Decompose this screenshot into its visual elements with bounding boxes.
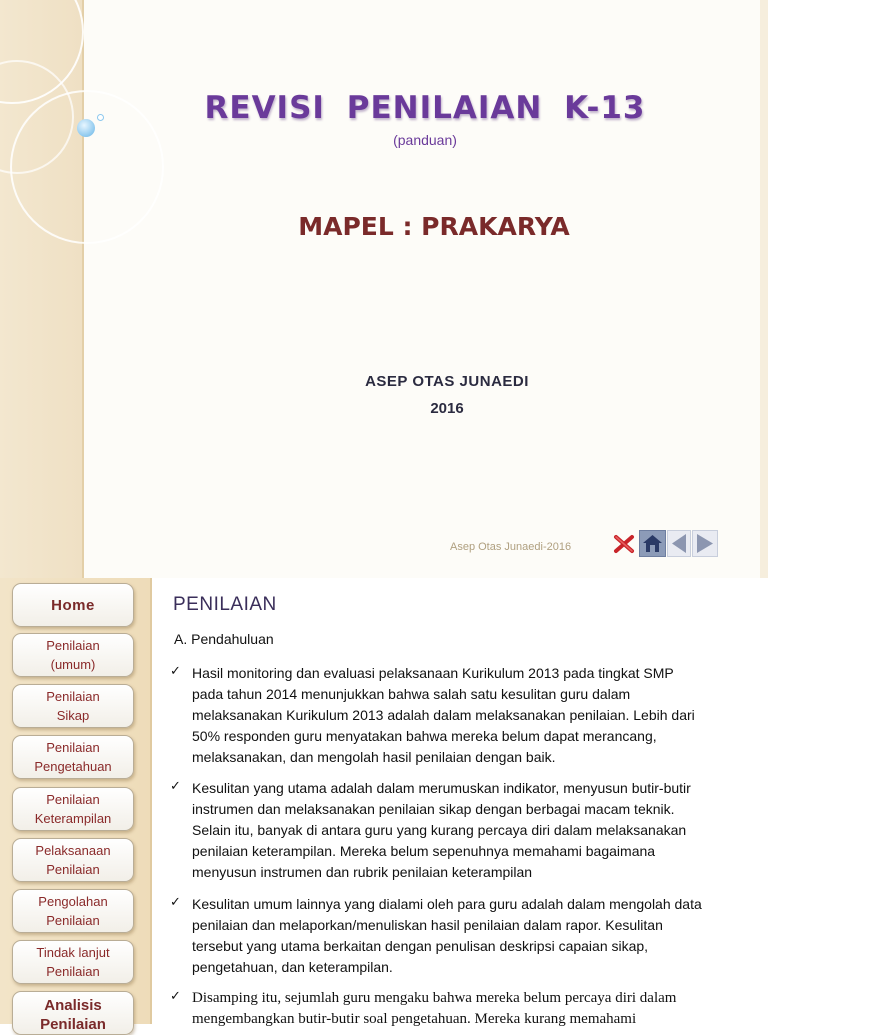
bullet-line: Selain itu, banyak di antara guru yang kurang percaya diri dalam melaksanakan: [192, 822, 687, 838]
bullet-line: mengembangkan butir-butir soal pengetahuan. Mereka kurang memahami: [192, 1011, 637, 1027]
menu-home-button[interactable]: [12, 583, 134, 627]
menu-label-line1: Penilaian: [46, 792, 100, 807]
check-icon: ✓: [170, 663, 181, 678]
menu-label-line2: Sikap: [56, 708, 90, 723]
bullet-line: penilaian keterampilan. Mereka belum sepenuhnya memahami bagaimana: [192, 843, 656, 859]
menu-penilaian-keterampilan-button[interactable]: [12, 787, 134, 831]
previous-slide-button[interactable]: [667, 530, 691, 557]
bullet-line: pada tahun 2014 menunjukkan bahwa salah satu kesulitan guru dalam: [192, 686, 631, 702]
home-button[interactable]: [639, 530, 666, 557]
content-slide: [0, 578, 768, 1033]
subsection-heading: A. Pendahuluan: [174, 631, 274, 647]
prev-arrow-icon: [668, 531, 690, 556]
menu-label-line1: Analisis: [44, 997, 102, 1014]
sidebar-divider: [82, 0, 84, 578]
menu-penilaian-pengetahuan-button[interactable]: [12, 735, 134, 779]
bullet-line: instrumen dan melaksanakan penilaian sikap dengan berbagai macam teknik.: [192, 801, 675, 817]
author-name: ASEP OTAS JUNAEDI: [365, 373, 529, 390]
bullet-line: Kesulitan umum lainnya yang dialami oleh para guru adalah dalam mengolah data: [192, 896, 702, 912]
menu-label: Home: [51, 596, 95, 614]
bullet-line: Hasil monitoring dan evaluasi pelaksanaan Kurikulum 2013 pada tingkat SMP: [192, 665, 674, 681]
slide-footer: Asep Otas Junaedi-2016: [450, 541, 572, 553]
close-icon: [611, 530, 637, 557]
presentation-year: 2016: [430, 400, 464, 417]
menu-label-line1: Tindak lanjut: [36, 945, 110, 960]
menu-label-line2: Penilaian: [46, 862, 100, 877]
home-icon: [640, 531, 665, 556]
bullet-line: Disamping itu, sejumlah guru mengaku bahwa mereka belum percaya diri dalam: [192, 990, 677, 1006]
menu-tindak-lanjut-button[interactable]: [12, 940, 134, 984]
check-icon: ✓: [170, 988, 181, 1003]
menu-pengolahan-penilaian-button[interactable]: [12, 889, 134, 933]
slide-edge: [760, 0, 768, 578]
menu-label-line1: Pengolahan: [38, 894, 108, 909]
bullet-line: Kesulitan yang utama adalah dalam merumuskan indikator, menyusun butir-butir: [192, 780, 691, 796]
menu-label-line2: Keterampilan: [34, 811, 112, 826]
menu-label-line1: Penilaian: [46, 740, 100, 755]
sidebar-divider: [150, 578, 152, 1024]
next-slide-button[interactable]: [692, 530, 718, 557]
menu-label-line2: Pengetahuan: [34, 759, 112, 774]
next-arrow-icon: [693, 531, 717, 556]
title-slide: [0, 0, 768, 578]
menu-label-line2: Penilaian: [40, 1016, 106, 1033]
menu-penilaian-umum-button[interactable]: [12, 633, 134, 677]
close-button[interactable]: [611, 530, 637, 557]
presentation-title: REVISI PENILAIAN K-13: [204, 90, 646, 126]
menu-label-line2: Penilaian: [46, 964, 100, 979]
subject-heading: MAPEL : PRAKARYA: [298, 212, 570, 241]
menu-label-line2: Penilaian: [46, 913, 100, 928]
check-icon: ✓: [170, 894, 181, 909]
menu-label-line1: Penilaian: [46, 638, 100, 653]
menu-label-line1: Pelaksanaan: [35, 843, 111, 858]
bullet-line: penilaian dan melaporkan/menuliskan hasil penilaian dalam rapor. Kesulitan: [192, 917, 663, 933]
bullet-line: 50% responden guru menyatakan bahwa mereka belum dapat merancang,: [192, 728, 657, 744]
menu-label-line2: (umum): [50, 657, 96, 672]
bullet-line: menyusun instrumen dan rubrik penilaian keterampilan: [192, 864, 533, 880]
presentation-subtitle: (panduan): [393, 132, 457, 148]
menu-penilaian-sikap-button[interactable]: [12, 684, 134, 728]
menu-label-line1: Penilaian: [46, 689, 100, 704]
menu-pelaksanaan-penilaian-button[interactable]: [12, 838, 134, 882]
bullet-line: tersebut yang utama berkaitan dengan penulisan deskripsi capaian sikap,: [192, 938, 649, 954]
bullet-line: melaksanakan, dan mengolah hasil penilaian dengan baik.: [192, 749, 556, 765]
check-icon: ✓: [170, 778, 181, 793]
bullet-line: pengetahuan, dan keterampilan.: [192, 959, 393, 975]
menu-analisis-penilaian-button[interactable]: [12, 991, 134, 1035]
bullet-line: melaksanakan Kurikulum 2013 adalah dalam melaksanakan penilaian. Lebih dari: [192, 707, 695, 723]
section-heading: PENILAIAN: [173, 594, 277, 615]
